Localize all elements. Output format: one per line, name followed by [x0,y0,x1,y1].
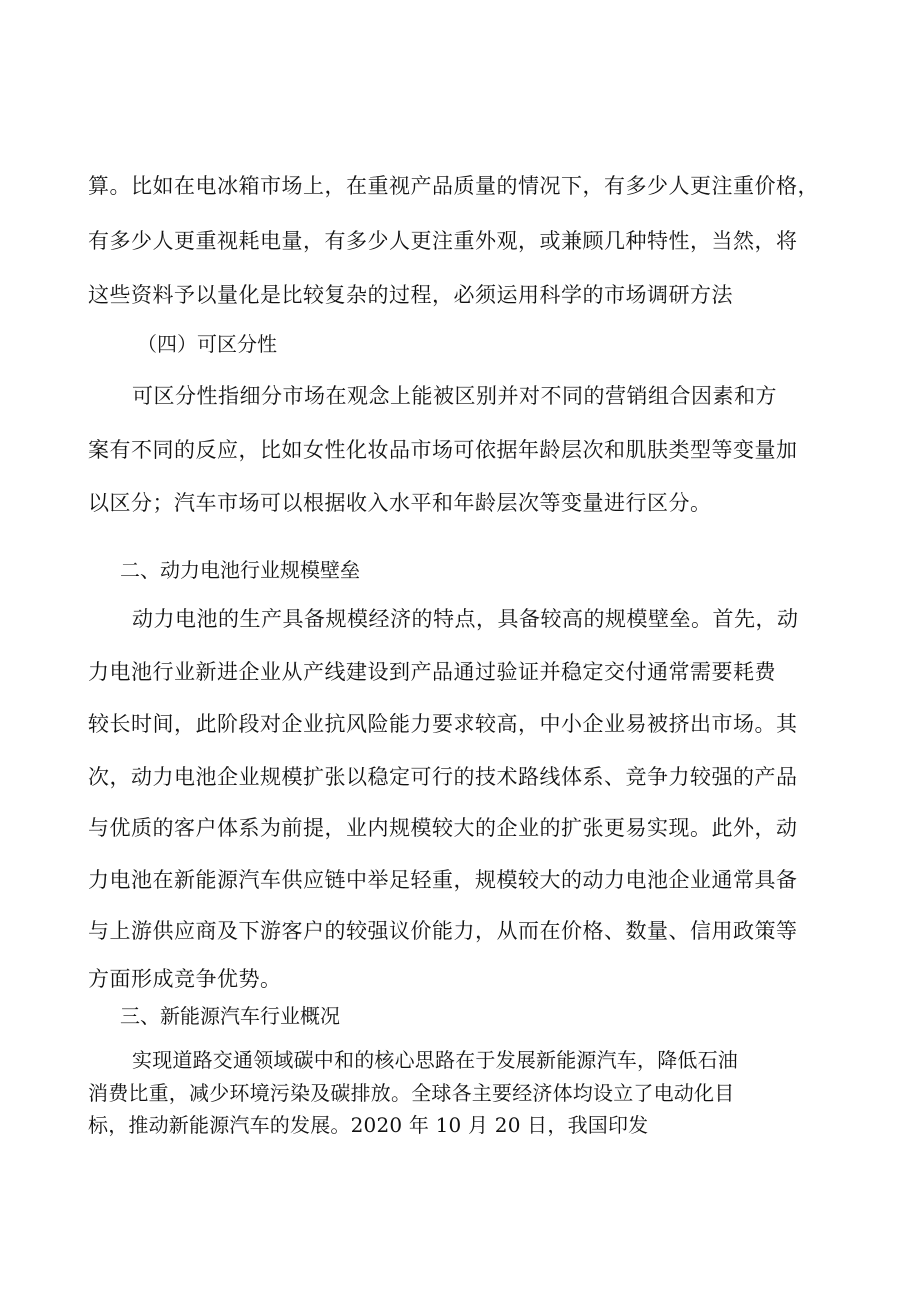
paragraph-line: 力电池行业新进企业从产线建设到产品通过验证并稳定交付通常需要耗费 [88,660,776,684]
paragraph-line: 较长时间，此阶段对企业抗风险能力要求较高，中小企业易被挤出市场。其 [88,712,798,736]
paragraph-line: 有多少人更重视耗电量，有多少人更注重外观，或兼顾几种特性，当然，将 [88,229,798,253]
section-heading-three: 三、新能源汽车行业概况 [120,1004,340,1028]
paragraph-line: 以区分；汽车市场可以根据收入水平和年龄层次等变量进行区分。 [88,491,712,515]
paragraph-line: 这些资料予以量化是比较复杂的过程，必须运用科学的市场调研方法 [88,283,733,307]
paragraph-line: 方面形成竞争优势。 [88,967,282,991]
paragraph-line: 次，动力电池企业规模扩张以稳定可行的技术路线体系、竞争力较强的产品 [88,765,798,789]
paragraph-line: 案有不同的反应，比如女性化妆品市场可依据年龄层次和肌肤类型等变量加 [88,438,798,462]
paragraph-line: 可区分性指细分市场在观念上能被区别并对不同的营销组合因素和方 [132,384,777,408]
paragraph-line: 实现道路交通领域碳中和的核心思路在于发展新能源汽车，降低石油 [132,1048,738,1072]
paragraph-line: 动力电池的生产具备规模经济的特点，具备较高的规模壁垒。首先，动 [132,607,799,631]
section-heading-two: 二、动力电池行业规模壁垒 [120,558,360,582]
paragraph-line: 力电池在新能源汽车供应链中举足轻重，规模较大的动力电池企业通常具备 [88,868,798,892]
paragraph-line: 与上游供应商及下游客户的较强议价能力，从而在价格、数量、信用政策等 [88,919,798,943]
paragraph-line: 标，推动新能源汽车的发展。2020 年 10 月 20 日，我国印发 [88,1113,649,1137]
paragraph-line: 消费比重，减少环境污染及碳排放。全球各主要经济体均设立了电动化目 [88,1081,735,1105]
paragraph-line: 与优质的客户体系为前提，业内规模较大的企业的扩张更易实现。此外，动 [88,816,798,840]
paragraph-line: 算。比如在电冰箱市场上，在重视产品质量的情况下，有多少人更注重价格， [88,174,819,198]
subheading-four: （四）可区分性 [137,332,277,356]
